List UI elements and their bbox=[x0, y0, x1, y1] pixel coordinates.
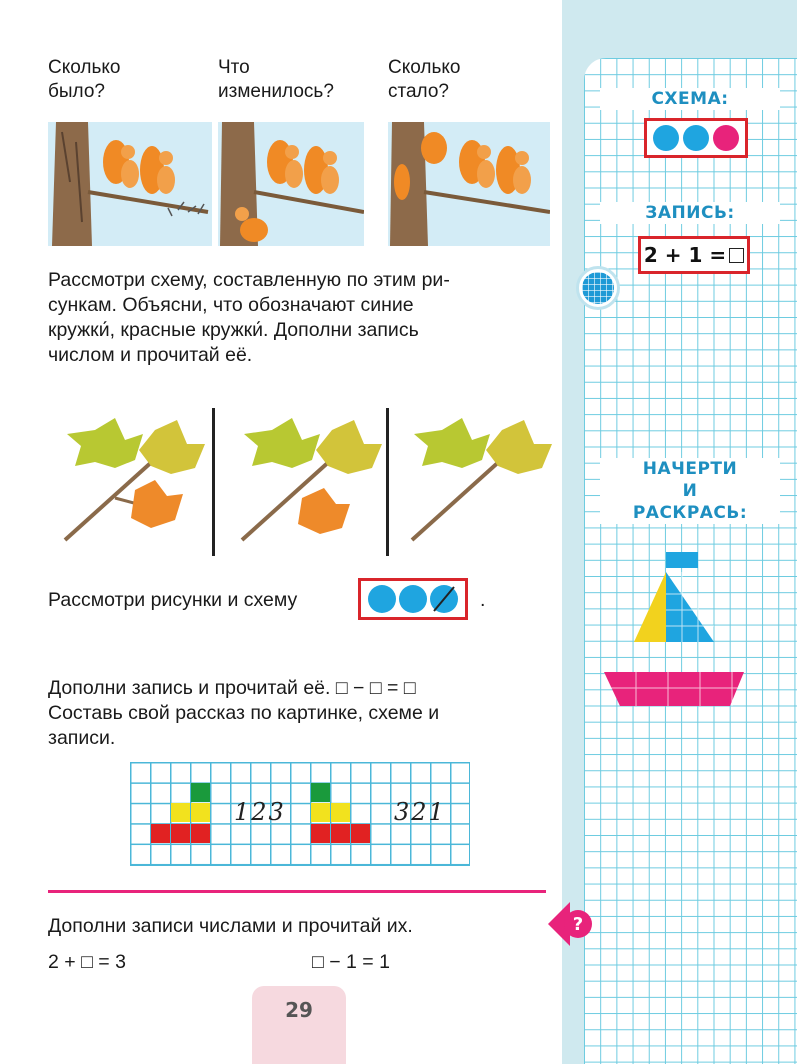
red-block bbox=[311, 824, 330, 843]
divider bbox=[386, 408, 389, 556]
green-block bbox=[191, 783, 210, 802]
paragraph-4: Дополни записи числами и прочитай их. bbox=[48, 915, 413, 937]
question-3 bbox=[388, 56, 460, 104]
yellow-block bbox=[331, 803, 350, 822]
squirrel-icon bbox=[48, 122, 212, 246]
draw-label bbox=[600, 458, 780, 524]
question-2 bbox=[218, 56, 334, 104]
paragraph-line: сункам. Объясни, что обозначают синие bbox=[48, 294, 414, 316]
question-line: было? bbox=[48, 81, 105, 102]
blue-circle-icon bbox=[653, 125, 679, 151]
draw-label-line: РАСКРАСЬ: bbox=[632, 503, 748, 524]
red-block bbox=[171, 824, 190, 843]
scheme-box bbox=[644, 118, 748, 158]
squirrel-picture-2 bbox=[218, 122, 364, 246]
paragraph-2: Рассмотри рисунки и схему bbox=[48, 589, 298, 611]
yellow-block bbox=[311, 803, 330, 822]
page-number: 29 bbox=[252, 986, 346, 1064]
record-expression: 2 + 1 = bbox=[643, 243, 727, 267]
equation-1: 2 + □ = 3 bbox=[48, 951, 126, 973]
question-line: изменилось? bbox=[218, 81, 334, 102]
record-label: ЗАПИСЬ: bbox=[600, 202, 780, 224]
paragraph-line: записи. bbox=[48, 727, 116, 749]
record-box bbox=[638, 236, 750, 274]
blue-circle-icon bbox=[683, 125, 709, 151]
paragraph-line: кружки́, красные кружки́. Дополни запись bbox=[48, 319, 419, 341]
squirrel-picture-1 bbox=[48, 122, 212, 246]
red-block bbox=[331, 824, 350, 843]
paragraph-1 bbox=[48, 268, 548, 368]
pink-circle-icon bbox=[713, 125, 739, 151]
divider bbox=[212, 408, 215, 556]
question-line: Сколько bbox=[48, 57, 121, 78]
crossed-blue-circle-icon bbox=[430, 585, 458, 613]
paragraph-line: числом и прочитай её. bbox=[48, 344, 253, 366]
paragraph-3 bbox=[48, 676, 548, 751]
green-block bbox=[311, 783, 330, 802]
paragraph-line: Составь свой рассказ по картинке, схеме и bbox=[48, 702, 440, 724]
equation-2: □ − 1 = 1 bbox=[312, 951, 390, 973]
paragraph-2-end: . bbox=[480, 589, 486, 611]
red-block bbox=[191, 824, 210, 843]
draw-label-line: НАЧЕРТИ bbox=[642, 459, 738, 479]
draw-label-line: И bbox=[682, 481, 698, 502]
blocks-grid bbox=[130, 762, 470, 866]
question-hint-icon[interactable] bbox=[548, 898, 594, 950]
yellow-block bbox=[191, 803, 210, 822]
squirrel-picture-3 bbox=[388, 122, 550, 246]
empty-square-icon bbox=[729, 248, 744, 263]
section-divider bbox=[48, 890, 546, 893]
blue-circle-icon bbox=[368, 585, 396, 613]
red-block bbox=[351, 824, 370, 843]
handwritten-digits: 321 bbox=[394, 798, 446, 826]
boat-icon bbox=[600, 548, 760, 708]
squirrel-icon bbox=[218, 122, 364, 246]
paragraph-line: Дополни запись и прочитай её. □ − □ = □ bbox=[48, 677, 416, 699]
question-1 bbox=[48, 56, 120, 104]
handwritten-digits: 123 bbox=[234, 798, 286, 826]
paragraph-line: Рассмотри схему, составленную по этим ри- bbox=[48, 269, 450, 291]
maple-leaf-icon bbox=[55, 410, 215, 550]
question-line: стало? bbox=[388, 81, 449, 102]
question-line: Сколько bbox=[388, 57, 461, 78]
yellow-block bbox=[171, 803, 190, 822]
scheme-label: СХЕМА: bbox=[600, 88, 780, 110]
squirrel-icon bbox=[388, 122, 550, 246]
maple-leaf-icon bbox=[402, 410, 562, 550]
maple-leaf-icon bbox=[232, 410, 392, 550]
grid-icon[interactable] bbox=[576, 266, 620, 310]
inline-scheme-box bbox=[358, 578, 468, 620]
grid-icon-fill bbox=[582, 272, 614, 304]
svg-text:?: ? bbox=[572, 914, 584, 935]
red-block bbox=[151, 824, 170, 843]
question-line: Что bbox=[218, 57, 250, 78]
blue-circle-icon bbox=[399, 585, 427, 613]
